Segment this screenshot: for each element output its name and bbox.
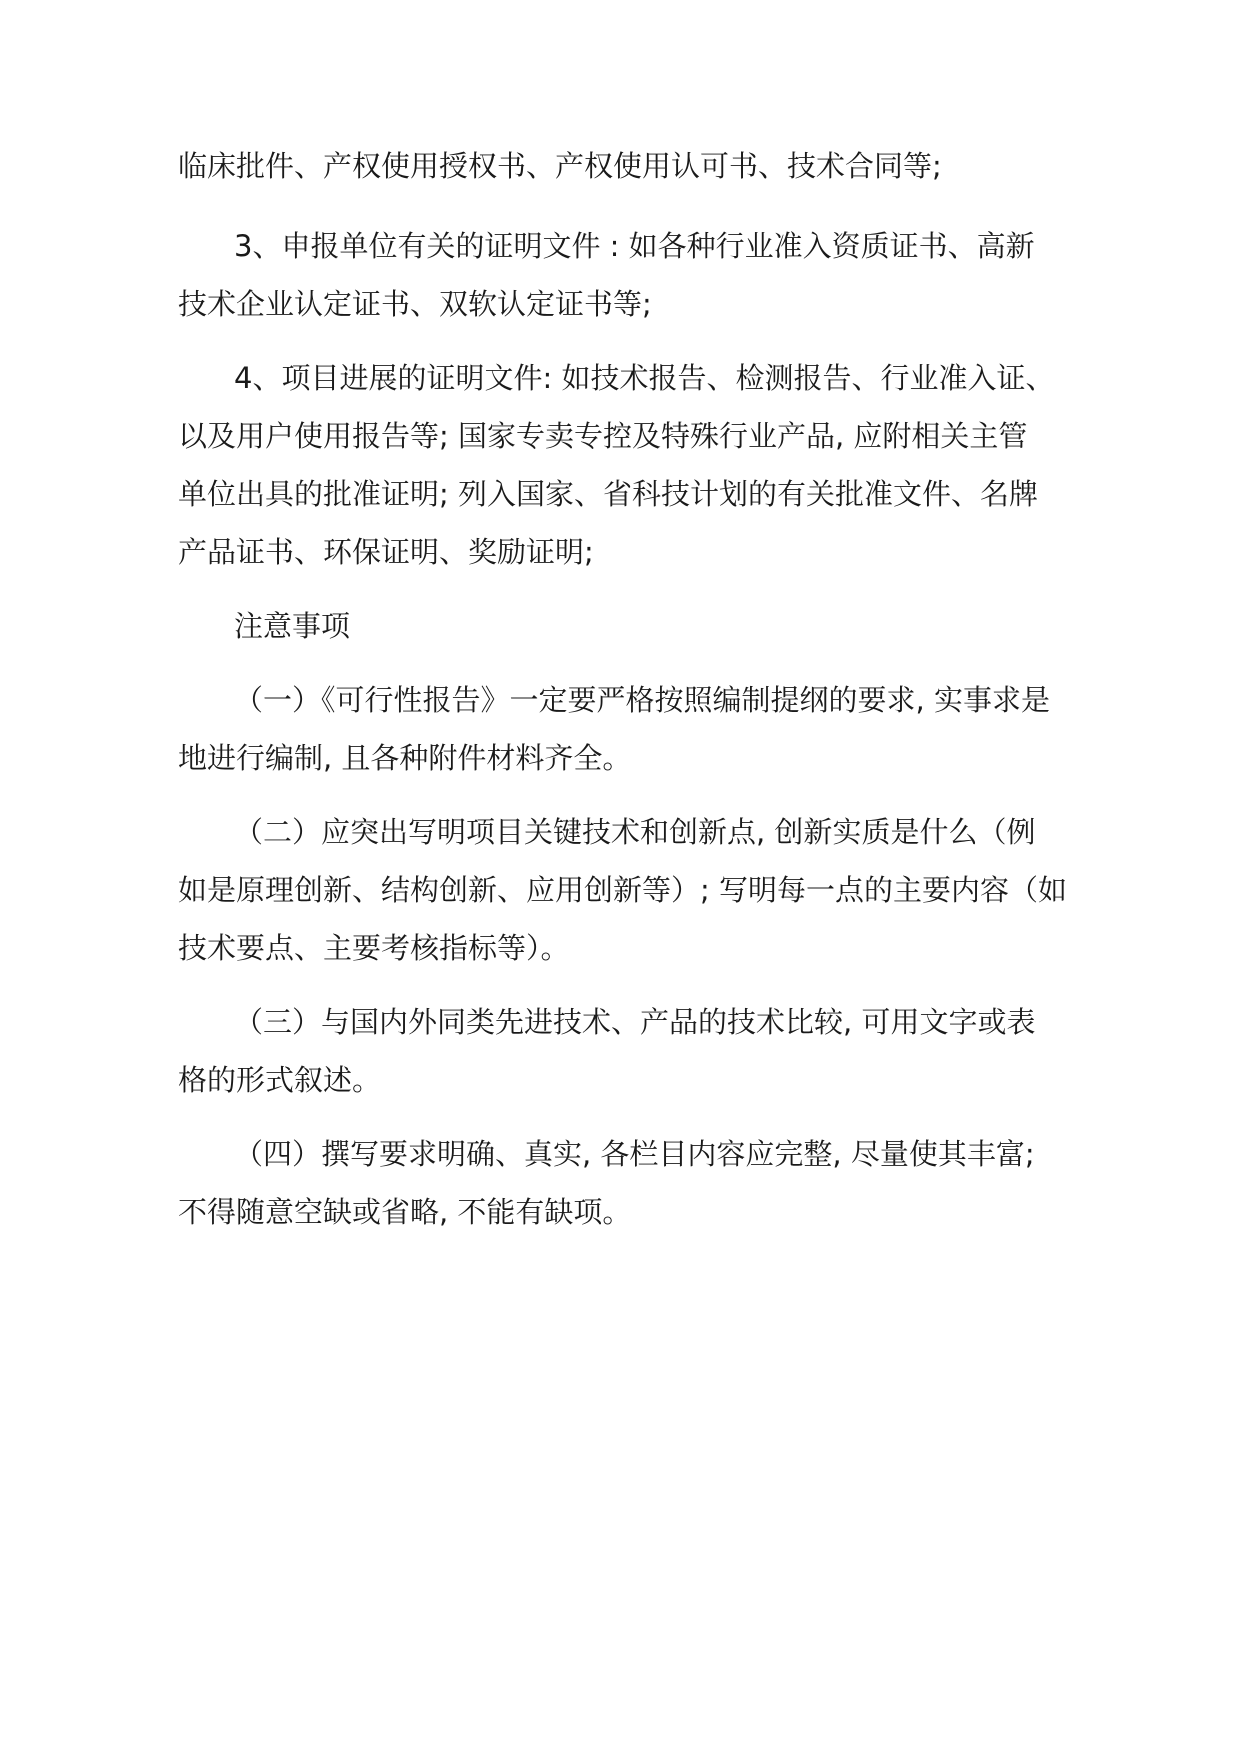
note-3-line-2: 格的形式叙述。 — [178, 1063, 382, 1097]
note-1-line-1: （一）《可行性报告》一定要严格按照编制提纲的要求, 实事求是 — [234, 683, 1050, 717]
note-4-line-1: （四）撰写要求明确、真实, 各栏目内容应完整, 尽量使其丰富; — [234, 1137, 1035, 1171]
note-2-line-3: 技术要点、主要考核指标等）。 — [178, 931, 570, 965]
note-3-line-1: （三）与国内外同类先进技术、产品的技术比较, 可用文字或表 — [234, 1005, 1036, 1039]
note-1-line-2: 地进行编制, 且各种附件材料齐全。 — [178, 741, 632, 775]
section-heading-notes: 注意事项 — [234, 609, 351, 643]
note-4-line-2: 不得随意空缺或省略, 不能有缺项。 — [178, 1195, 632, 1229]
item-3-line-2: 技术企业认定证书、双软认定证书等; — [178, 287, 652, 321]
item-3-line-1: 3、申报单位有关的证明文件 : 如各种行业准入资质证书、高新 — [234, 229, 1035, 263]
note-2-line-1: （二）应突出写明项目关键技术和创新点, 创新实质是什么（例 — [234, 815, 1036, 849]
note-2-line-2: 如是原理创新、结构创新、应用创新等）; 写明每一点的主要内容（如 — [178, 873, 1067, 907]
paragraph-line: 临床批件、产权使用授权书、产权使用认可书、技术合同等; — [178, 149, 942, 183]
item-4-line-2: 以及用户使用报告等; 国家专卖专控及特殊行业产品, 应附相关主管 — [178, 419, 1028, 453]
item-4-line-3: 单位出具的批准证明; 列入国家、省科技计划的有关批准文件、名牌 — [178, 477, 1038, 511]
item-4-line-1: 4、项目进展的证明文件: 如技术报告、检测报告、行业准入证、 — [234, 361, 1055, 395]
item-4-line-4: 产品证书、环保证明、奖励证明; — [178, 535, 594, 569]
